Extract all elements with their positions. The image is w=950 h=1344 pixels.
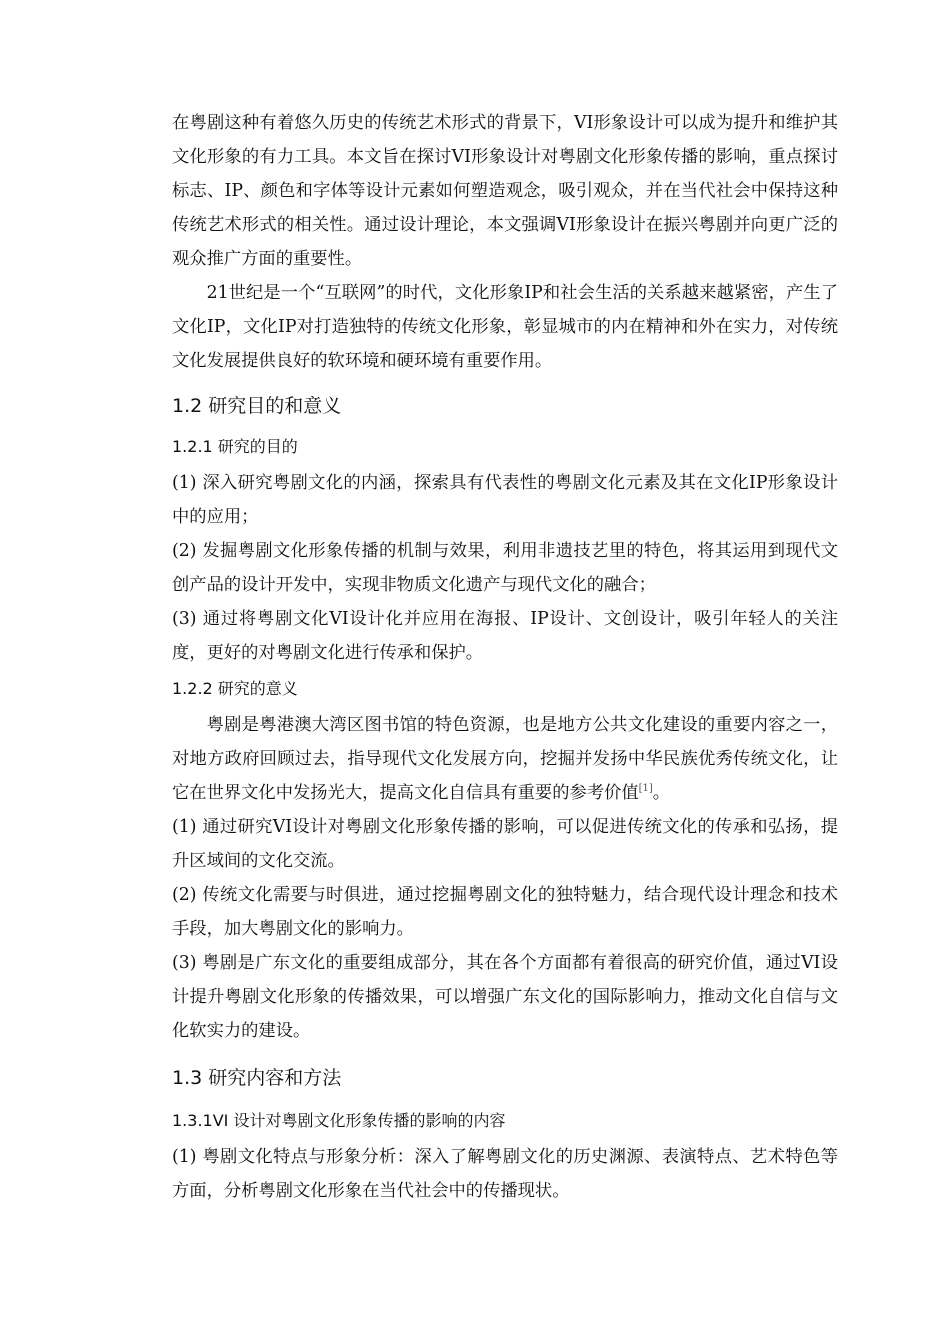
list-item: (2) 传统文化需要与时俱进，通过挖掘粤剧文化的独特魅力，结合现代设计理念和技术手段，加大粤剧文化的影响力。 <box>172 885 838 939</box>
intro-paragraph: 在粤剧这种有着悠久历史的传统艺术形式的背景下，VI形象设计可以成为提升和维护其文化形象的有力工具。本文旨在探讨VI形象设计对粤剧文化形象传播的影响，重点探讨标志、IP、颜色和字体等设计元素如何塑造观念，吸引观众，并在当代社会中保持这种传统艺术形式的相关性。通过设计理论，本文强调VI形象设计在振兴粤剧并向更广泛的观众推广方面的重要性。 <box>172 113 838 269</box>
list-item: (3) 粤剧是广东文化的重要组成部分，其在各个方面都有着很高的研究价值，通过VI设计提升粤剧文化形象的传播效果，可以增强广东文化的国际影响力，推动文化自信与文化软实力的建设。 <box>172 953 838 1041</box>
list-item: (1) 粤剧文化特点与形象分析：深入了解粤剧文化的历史渊源、表演特点、艺术特色等方面，分析粤剧文化形象在当代社会中的传播现状。 <box>172 1147 838 1201</box>
subsection-heading-1-2-2: 1.2.2 研究的意义 <box>172 679 298 698</box>
intro-paragraph: 21世纪是一个“互联网”的时代，文化形象IP和社会生活的关系越来越紧密，产生了文化IP，文化IP对打造独特的传统文化形象，彰显城市的内在精神和外在实力，对传统文化发展提供良好的软环境和硬环境有重要作用。 <box>172 283 838 371</box>
significance-end: 。 <box>652 783 671 803</box>
document-page <box>172 106 838 1208</box>
citation-marker: [1] <box>638 783 653 795</box>
subsection-heading-1-2-1: 1.2.1 研究的目的 <box>172 437 298 456</box>
list-item: (1) 通过研究VI设计对粤剧文化形象传播的影响，可以促进传统文化的传承和弘扬，提升区域间的文化交流。 <box>172 817 838 871</box>
section-heading-1-3: 1.3 研究内容和方法 <box>172 1067 342 1089</box>
subsection-heading-1-3-1: 1.3.1VI 设计对粤剧文化形象传播的影响的内容 <box>172 1111 506 1130</box>
list-item: (2) 发掘粤剧文化形象传播的机制与效果，利用非遗技艺里的特色，将其运用到现代文创产品的设计开发中，实现非物质文化遗产与现代文化的融合； <box>172 541 838 595</box>
list-item: (1) 深入研究粤剧文化的内涵，探索具有代表性的粤剧文化元素及其在文化IP形象设计中的应用； <box>172 473 838 527</box>
significance-text: 粤剧是粤港澳大湾区图书馆的特色资源，也是地方公共文化建设的重要内容之一，对地方政府回顾过去，指导现代文化发展方向，挖掘并发扬中华民族优秀传统文化，让它在世界文化中发扬光大，提高文化自信具有重要的参考价值 <box>172 715 838 803</box>
list-item: (3) 通过将粤剧文化VI设计化并应用在海报、IP设计、文创设计，吸引年轻人的关注度，更好的对粤剧文化进行传承和保护。 <box>172 609 838 663</box>
significance-paragraph <box>172 708 838 810</box>
section-heading-1-2: 1.2 研究目的和意义 <box>172 395 342 417</box>
